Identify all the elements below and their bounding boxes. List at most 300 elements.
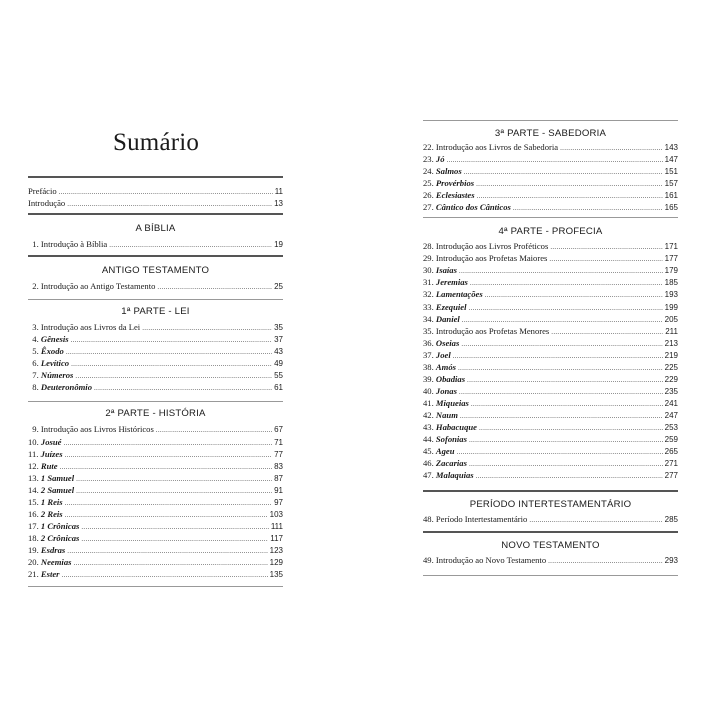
dot-leader bbox=[65, 509, 268, 521]
toc-entry[interactable] bbox=[28, 520, 283, 532]
book-title: Deuteronômio bbox=[40, 382, 92, 393]
entry-page: 35 bbox=[274, 323, 283, 333]
dot-leader bbox=[76, 485, 272, 497]
entry-page: 25 bbox=[274, 282, 283, 292]
dot-leader bbox=[65, 497, 272, 509]
dot-leader bbox=[76, 473, 272, 485]
entry-title bbox=[28, 369, 73, 381]
entry-page: 225 bbox=[664, 362, 678, 372]
toc-entry[interactable] bbox=[423, 445, 678, 457]
toc-entry[interactable] bbox=[28, 369, 283, 381]
dot-leader bbox=[529, 514, 662, 526]
entry-title bbox=[423, 385, 457, 397]
book-title: Lamentações bbox=[435, 289, 483, 300]
toc-entry[interactable] bbox=[423, 421, 678, 433]
dot-leader bbox=[63, 437, 272, 449]
entry-number: 29. bbox=[423, 253, 434, 264]
entry-page: 111 bbox=[270, 521, 283, 531]
entry-number: 36. bbox=[423, 337, 434, 348]
entry-number: 10. bbox=[28, 436, 39, 447]
dot-leader bbox=[471, 398, 663, 410]
book-title: Daniel bbox=[435, 313, 460, 324]
book-title: Eclesiastes bbox=[435, 190, 475, 201]
toc-entry[interactable] bbox=[28, 381, 283, 393]
divider bbox=[423, 217, 678, 218]
book-title: Ezequiel bbox=[435, 301, 467, 312]
entry-title bbox=[423, 201, 511, 213]
toc-entry[interactable] bbox=[423, 252, 678, 264]
entry-number: 34. bbox=[423, 313, 434, 324]
book-title: Jonas bbox=[435, 385, 457, 396]
entry-page: 87 bbox=[274, 473, 283, 483]
entry-text: Introdução aos Livros da Lei bbox=[40, 322, 141, 333]
entry-page: 161 bbox=[664, 191, 678, 201]
toc-left-column bbox=[28, 176, 283, 587]
section-heading: NOVO TESTAMENTO bbox=[501, 540, 600, 552]
dot-leader bbox=[142, 322, 272, 334]
entry-number: 18. bbox=[28, 532, 39, 543]
book-title: Miqueias bbox=[435, 397, 469, 408]
toc-entry[interactable] bbox=[28, 508, 283, 520]
book-title: Cântico dos Cânticos bbox=[435, 202, 511, 213]
entry-page: 151 bbox=[664, 167, 678, 177]
entry-number: 31. bbox=[423, 277, 434, 288]
book-title: Levítico bbox=[40, 358, 70, 369]
dot-leader bbox=[459, 265, 663, 277]
dot-leader bbox=[65, 449, 273, 461]
entry-number: 41. bbox=[423, 397, 434, 408]
book-title: 2 Samuel bbox=[40, 484, 75, 495]
entry-title bbox=[423, 153, 445, 165]
dot-leader bbox=[94, 382, 272, 394]
book-title: Naum bbox=[435, 409, 458, 420]
toc-entry[interactable] bbox=[423, 189, 678, 201]
section-entries bbox=[423, 141, 678, 213]
section-heading: 1ª PARTE - LEI bbox=[121, 306, 190, 318]
entry-number: 33. bbox=[423, 301, 434, 312]
entry-page: 117 bbox=[270, 533, 283, 543]
toc-entry[interactable] bbox=[423, 141, 678, 153]
entry-text: Introdução à Bíblia bbox=[40, 239, 108, 250]
toc-entry[interactable] bbox=[423, 240, 678, 252]
toc-entry[interactable] bbox=[28, 496, 283, 508]
entry-page: 177 bbox=[664, 254, 678, 264]
section-entries bbox=[423, 513, 678, 525]
book-title: Ageu bbox=[435, 446, 455, 457]
entry-number: 40. bbox=[423, 385, 434, 396]
entry-number: 22. bbox=[423, 142, 434, 152]
book-title: Malaquias bbox=[435, 470, 474, 481]
entry-number: 37. bbox=[423, 349, 434, 360]
toc-entry[interactable] bbox=[423, 201, 678, 213]
toc-entry[interactable] bbox=[28, 544, 283, 556]
entry-page: 61 bbox=[274, 383, 283, 393]
entry-number: 43. bbox=[423, 421, 434, 432]
entry-number: 7. bbox=[32, 370, 39, 381]
book-title: Jó bbox=[435, 154, 445, 165]
entry-page: 171 bbox=[664, 242, 678, 252]
entry-page: 143 bbox=[664, 143, 678, 152]
divider bbox=[28, 176, 283, 178]
entry-title bbox=[423, 264, 457, 276]
book-title: Gênesis bbox=[40, 334, 69, 345]
dot-leader bbox=[59, 186, 273, 198]
entry-title bbox=[28, 520, 79, 532]
book-title: 1 Samuel bbox=[40, 472, 75, 483]
dot-leader bbox=[549, 253, 662, 265]
entry-title bbox=[28, 381, 92, 393]
entry-number: 2. bbox=[32, 281, 39, 292]
entry-title bbox=[423, 288, 483, 300]
entry-page: 229 bbox=[664, 374, 678, 384]
book-title: 2 Reis bbox=[40, 508, 63, 519]
entry-title bbox=[28, 321, 140, 333]
toc-entry[interactable] bbox=[28, 238, 283, 250]
entry-page: 77 bbox=[274, 449, 283, 459]
entry-text: Introdução aos Profetas Maiores bbox=[435, 253, 548, 264]
entry-title bbox=[28, 357, 69, 369]
toc-entry[interactable] bbox=[423, 554, 678, 566]
entry-title bbox=[423, 433, 467, 445]
entry-page: 277 bbox=[664, 471, 678, 481]
book-title: Números bbox=[40, 370, 74, 381]
entry-title bbox=[423, 325, 549, 337]
entry-number: 20. bbox=[28, 556, 39, 567]
book-title: Salmos bbox=[435, 166, 462, 177]
dot-leader bbox=[469, 434, 663, 446]
toc-entry[interactable] bbox=[423, 385, 678, 397]
entry-page: 265 bbox=[664, 447, 678, 457]
dot-leader bbox=[468, 302, 662, 314]
book-title: Obadias bbox=[435, 373, 466, 384]
entry-title bbox=[423, 421, 477, 433]
entry-title bbox=[423, 513, 527, 525]
entry-title bbox=[28, 280, 155, 292]
dot-leader bbox=[67, 198, 272, 210]
entry-title bbox=[28, 333, 69, 345]
entry-page: 147 bbox=[664, 155, 678, 165]
dot-leader bbox=[479, 422, 663, 434]
entry-title bbox=[28, 436, 61, 448]
dot-leader bbox=[457, 446, 663, 458]
toc-entry[interactable] bbox=[423, 373, 678, 385]
entry-page: 83 bbox=[274, 461, 283, 471]
entry-title bbox=[423, 409, 458, 421]
entry-page: 241 bbox=[664, 398, 678, 408]
entry-page: 213 bbox=[664, 338, 678, 348]
entry-title bbox=[28, 496, 63, 508]
entry-page: 285 bbox=[664, 515, 678, 525]
dot-leader bbox=[469, 458, 663, 470]
toc-entry[interactable] bbox=[423, 349, 678, 361]
entry-text: Introdução aos Livros de Sabedoria bbox=[435, 142, 559, 152]
entry-page: 205 bbox=[664, 314, 678, 324]
divider bbox=[28, 299, 283, 300]
toc-entry[interactable] bbox=[28, 321, 283, 333]
dot-leader bbox=[66, 346, 272, 358]
entry-number: 23. bbox=[423, 154, 434, 165]
entry-number: 15. bbox=[28, 496, 39, 507]
entry-title bbox=[423, 276, 468, 288]
entry-number: 42. bbox=[423, 409, 434, 420]
toc-entry[interactable] bbox=[423, 457, 678, 469]
entry-page: 43 bbox=[274, 347, 283, 357]
entry-page: 211 bbox=[665, 326, 678, 336]
divider bbox=[28, 401, 283, 402]
toc-entry[interactable] bbox=[28, 472, 283, 484]
toc-entry[interactable] bbox=[423, 165, 678, 177]
toc-entry[interactable] bbox=[28, 333, 283, 345]
entry-title bbox=[28, 484, 74, 496]
toc-entry[interactable] bbox=[28, 345, 283, 357]
dot-leader bbox=[73, 557, 267, 569]
entry-number: 16. bbox=[28, 508, 39, 519]
book-title: Amós bbox=[435, 361, 456, 372]
entry-number: 12. bbox=[28, 460, 39, 471]
book-title: Sofonias bbox=[435, 434, 467, 445]
entry-title bbox=[423, 301, 466, 313]
entry-number: 4. bbox=[32, 334, 39, 345]
entry-number: 38. bbox=[423, 361, 434, 372]
toc-entry[interactable] bbox=[28, 460, 283, 472]
dot-leader bbox=[513, 202, 663, 214]
entry-number: 25. bbox=[423, 178, 434, 189]
dot-leader bbox=[71, 334, 272, 346]
entry-text: Introdução ao Antigo Testamento bbox=[40, 281, 156, 292]
entry-page: 165 bbox=[664, 203, 678, 213]
book-title: Oseias bbox=[435, 337, 460, 348]
entry-title bbox=[423, 165, 462, 177]
toc-entry-introducao[interactable] bbox=[28, 197, 283, 209]
entry-page: 123 bbox=[269, 545, 283, 555]
entry-number: 21. bbox=[28, 569, 39, 580]
toc-entry[interactable] bbox=[423, 177, 678, 189]
toc-entry[interactable] bbox=[423, 433, 678, 445]
entry-title bbox=[423, 361, 456, 373]
entry-number: 11. bbox=[28, 448, 39, 459]
entry-page: 55 bbox=[274, 371, 283, 381]
toc-entry[interactable] bbox=[423, 288, 678, 300]
toc-entry[interactable] bbox=[423, 337, 678, 349]
entry-number: 30. bbox=[423, 265, 434, 276]
book-title: 1 Crônicas bbox=[40, 520, 80, 531]
entry-title bbox=[28, 423, 154, 435]
entry-page: 97 bbox=[274, 497, 283, 507]
section-heading: 2ª PARTE - HISTÓRIA bbox=[105, 408, 206, 420]
divider bbox=[28, 213, 283, 215]
dot-leader bbox=[460, 410, 663, 422]
entry-title bbox=[423, 469, 474, 481]
divider bbox=[423, 531, 678, 533]
entry-page: 19 bbox=[274, 240, 283, 250]
entry-title bbox=[28, 544, 65, 556]
entry-title bbox=[423, 240, 548, 252]
toc-entry[interactable] bbox=[28, 436, 283, 448]
dot-leader bbox=[560, 142, 663, 154]
toc-entry[interactable] bbox=[28, 556, 283, 568]
entry-number: 49. bbox=[423, 555, 434, 566]
toc-right-column bbox=[423, 120, 678, 576]
dot-leader bbox=[60, 461, 272, 473]
toc-entry[interactable] bbox=[28, 280, 283, 292]
entry-title bbox=[28, 568, 60, 580]
entry-title bbox=[423, 313, 460, 325]
dot-leader bbox=[485, 289, 663, 301]
dot-leader bbox=[157, 281, 272, 293]
entry-title bbox=[423, 445, 455, 457]
dot-leader bbox=[447, 154, 663, 166]
entry-number: 39. bbox=[423, 373, 434, 384]
entry-title bbox=[28, 460, 58, 472]
entry-title bbox=[423, 349, 451, 361]
book-title: Zacarias bbox=[435, 458, 467, 469]
dot-leader bbox=[75, 370, 272, 382]
divider bbox=[28, 255, 283, 257]
entry-page: 103 bbox=[269, 509, 283, 519]
dot-leader bbox=[81, 521, 268, 533]
entry-number: 6. bbox=[32, 358, 39, 369]
toc-entry[interactable] bbox=[28, 423, 283, 435]
book-title: Jeremias bbox=[435, 277, 468, 288]
entry-page: 235 bbox=[664, 386, 678, 396]
section-entries bbox=[423, 554, 678, 566]
toc-entry[interactable] bbox=[423, 325, 678, 337]
toc-entry[interactable] bbox=[28, 484, 283, 496]
book-title: Josué bbox=[40, 436, 62, 447]
toc-entry[interactable] bbox=[423, 469, 678, 481]
section-entries bbox=[28, 321, 283, 393]
entry-page: 13 bbox=[274, 199, 283, 209]
toc-entry[interactable] bbox=[423, 513, 678, 525]
entry-number: 9. bbox=[32, 424, 39, 435]
dot-leader bbox=[81, 533, 268, 545]
entry-number: 48. bbox=[423, 514, 434, 525]
section-entries bbox=[423, 240, 678, 481]
section-heading: A BÍBLIA bbox=[135, 223, 176, 235]
dot-leader bbox=[551, 326, 663, 338]
entry-page: 135 bbox=[269, 570, 283, 580]
entry-title bbox=[28, 556, 71, 568]
entry-number: 47. bbox=[423, 470, 434, 481]
book-title: Rute bbox=[40, 460, 58, 471]
entry-number: 45. bbox=[423, 446, 434, 457]
dot-leader bbox=[458, 362, 663, 374]
entry-title bbox=[28, 448, 63, 460]
entry-title bbox=[423, 337, 459, 349]
entry-page: 247 bbox=[664, 410, 678, 420]
entry-page: 157 bbox=[664, 179, 678, 189]
book-title: Juízes bbox=[40, 448, 63, 459]
dot-leader bbox=[67, 545, 267, 557]
entry-number: 19. bbox=[28, 544, 39, 555]
dot-leader bbox=[548, 555, 663, 567]
entry-number: 1. bbox=[32, 239, 39, 250]
dot-leader bbox=[464, 166, 663, 178]
dot-leader bbox=[71, 358, 272, 370]
dot-leader bbox=[470, 277, 663, 289]
entry-title bbox=[28, 345, 64, 357]
entry-number: 32. bbox=[423, 289, 434, 300]
entry-number: 28. bbox=[423, 241, 434, 252]
entry-number: 27. bbox=[423, 202, 434, 213]
toc-entry[interactable] bbox=[423, 301, 678, 313]
page-title: Sumário bbox=[113, 129, 200, 156]
dot-leader bbox=[467, 374, 663, 386]
entry-title bbox=[423, 189, 475, 201]
entry-page: 271 bbox=[664, 459, 678, 469]
toc-entry[interactable] bbox=[423, 409, 678, 421]
divider bbox=[28, 586, 283, 587]
entry-number: 35. bbox=[423, 325, 434, 336]
entry-title bbox=[423, 177, 474, 189]
entry-page: 67 bbox=[274, 425, 283, 435]
entry-title bbox=[28, 508, 63, 520]
entry-number: 5. bbox=[32, 346, 39, 357]
dot-leader bbox=[459, 386, 663, 398]
book-title: Êxodo bbox=[40, 346, 64, 357]
section-heading: 3ª PARTE - SABEDORIA bbox=[494, 128, 607, 139]
toc-entry[interactable] bbox=[423, 361, 678, 373]
entry-number: 13. bbox=[28, 472, 39, 483]
toc-entry[interactable] bbox=[28, 357, 283, 369]
dot-leader bbox=[453, 350, 663, 362]
book-title: Provérbios bbox=[435, 178, 475, 189]
toc-entry[interactable] bbox=[423, 313, 678, 325]
toc-entry[interactable] bbox=[28, 532, 283, 544]
book-title: Joel bbox=[435, 349, 451, 360]
entry-title bbox=[423, 554, 546, 566]
dot-leader bbox=[461, 338, 662, 350]
book-title: 1 Reis bbox=[40, 496, 63, 507]
toc-entry[interactable] bbox=[423, 264, 678, 276]
toc-entry[interactable] bbox=[28, 448, 283, 460]
entry-title: Prefácio bbox=[28, 186, 57, 196]
toc-entry[interactable] bbox=[423, 276, 678, 288]
entry-text: Introdução aos Livros Proféticos bbox=[435, 241, 549, 252]
entry-title bbox=[423, 373, 465, 385]
book-title: Habacuque bbox=[435, 421, 477, 432]
entry-page: 71 bbox=[274, 437, 283, 447]
toc-entry[interactable] bbox=[28, 568, 283, 580]
entry-number: 26. bbox=[423, 190, 434, 201]
toc-entry[interactable] bbox=[423, 153, 678, 165]
dot-leader bbox=[476, 470, 663, 482]
section-entries bbox=[28, 423, 283, 580]
entry-title bbox=[423, 141, 558, 153]
entry-text: Introdução ao Novo Testamento bbox=[435, 555, 547, 566]
book-title: Ester bbox=[40, 569, 60, 580]
entry-number: 14. bbox=[28, 484, 39, 495]
entry-number: 17. bbox=[28, 520, 39, 531]
entry-title bbox=[28, 532, 79, 544]
entry-text: Introdução aos Profetas Menores bbox=[435, 325, 550, 336]
entry-title bbox=[423, 457, 467, 469]
toc-entry-prefacio[interactable] bbox=[28, 185, 283, 197]
entry-title bbox=[28, 472, 74, 484]
entry-page: 11 bbox=[274, 187, 283, 196]
entry-number: 8. bbox=[32, 382, 39, 393]
dot-leader bbox=[476, 178, 663, 190]
entry-page: 219 bbox=[664, 350, 678, 360]
section-heading: 4ª PARTE - PROFECIA bbox=[498, 226, 603, 238]
entry-title bbox=[28, 238, 107, 250]
entry-page: 199 bbox=[664, 302, 678, 312]
entry-page: 179 bbox=[664, 266, 678, 276]
entry-number: 44. bbox=[423, 434, 434, 445]
toc-entry[interactable] bbox=[423, 397, 678, 409]
entry-page: 259 bbox=[664, 435, 678, 445]
entry-title bbox=[423, 252, 547, 264]
